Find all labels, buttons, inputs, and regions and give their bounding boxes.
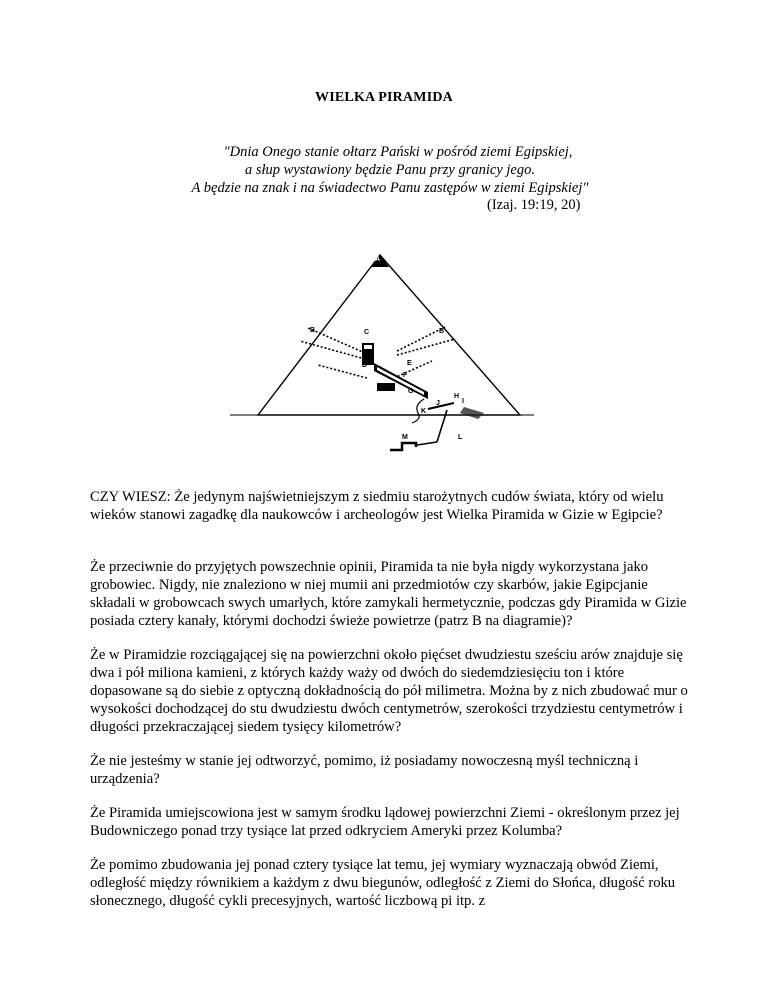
- diagram-label-i: I: [462, 398, 464, 405]
- diagram-label-a: A: [375, 256, 381, 263]
- paragraph: Że pomimo zbudowania jej ponad cztery tysiące lat temu, jej wymiary wyznaczają obwód Ziemi, odległość między równikiem a każdym z dwu biegunów, odległość z Ziemi do Słońca, długość roku słonecznego, długość cykli precesyjnych, wartość liczbową pi itp. z: [90, 857, 676, 909]
- diagram-label-j: J: [436, 400, 440, 407]
- paragraph: Że w Piramidzie rozciągającej się na powierzchni około pięćset dwudziestu sześciu arów znajduje się dwa i pół miliona kamieni, z których każdy waży od dwóch do siedemdziesięciu ton i które dopasowane są do siebie z optyczną dokładnością do pół milimetra. Można by z nich zbudować mur o wysokości dochodzącej do stu dwudziestu dwóch centymetrów, szerokości trzydziestu centymetrów i długości przekraczającej siedem tysięcy kilometrów?: [90, 647, 688, 735]
- queens-chamber: [377, 383, 395, 391]
- diagram-label-l: L: [458, 434, 463, 441]
- diagram-label-m: M: [402, 434, 408, 441]
- subterranean-chamber: [390, 443, 416, 450]
- paragraph: Że nie jesteśmy w stanie jej odtworzyć, pomimo, iż posiadamy nowoczesną myśl techniczną i urządzenia?: [90, 753, 639, 787]
- paragraph: Że Piramida umiejscowiona jest w samym środku lądowej powierzchni Ziemi - określonym przez jej Budowniczego ponad trzy tysiące lat przed odkryciem Ameryki przez Kolumba?: [90, 805, 680, 839]
- diagram-label-g: G: [408, 388, 414, 395]
- quote-reference: (Izaj. 19:19, 20): [487, 197, 581, 213]
- diagram-label-d: D: [362, 362, 368, 369]
- bible-quote: [150, 143, 630, 197]
- descending-passage: [428, 403, 454, 409]
- diagram-label-k: K: [421, 408, 427, 415]
- diagram-label-e: E: [407, 360, 412, 367]
- pyramid-diagram: [222, 247, 542, 462]
- quote-line: a słup wystawiony będzie Panu przy granicy jego.: [245, 162, 535, 178]
- document-title: WIELKA PIRAMIDA: [315, 90, 453, 105]
- quote-line: A będzie na znak i na świadectwo Panu zastępów w ziemi Egipskiej": [191, 180, 589, 196]
- paragraph: CZY WIESZ: Że jedynym najświetniejszym z siedmiu starożytnych cudów świata, który od wielu wieków stanowi zagadkę dla naukowców i archeologów jest Wielka Piramida w Gizie w Egipcie?: [90, 489, 664, 523]
- diagram-label-h: H: [454, 393, 460, 400]
- diagram-label-f: F: [403, 372, 408, 379]
- diagram-label-b: B: [439, 328, 445, 335]
- paragraph: Że przeciwnie do przyjętych powszechnie opinii, Piramida ta nie była nigdy wykorzystana jako grobowiec. Nigdy, nie znaleziono w niej mumii ani przedmiotów czy skarbów, jakie Egipcjanie składali w grobowcach swych umarłych, które zamykali hermetycznie, podczas gdy Piramida w Gizie posiada cztery kanały, którymi dochodzi świeże powietrze (patrz B na diagramie)?: [90, 559, 687, 629]
- quote-line: "Dnia Onego stanie ołtarz Pański w pośród ziemi Egipskiej,: [223, 144, 573, 160]
- diagram-label-b: B: [310, 327, 316, 334]
- diagram-label-c: C: [364, 329, 370, 336]
